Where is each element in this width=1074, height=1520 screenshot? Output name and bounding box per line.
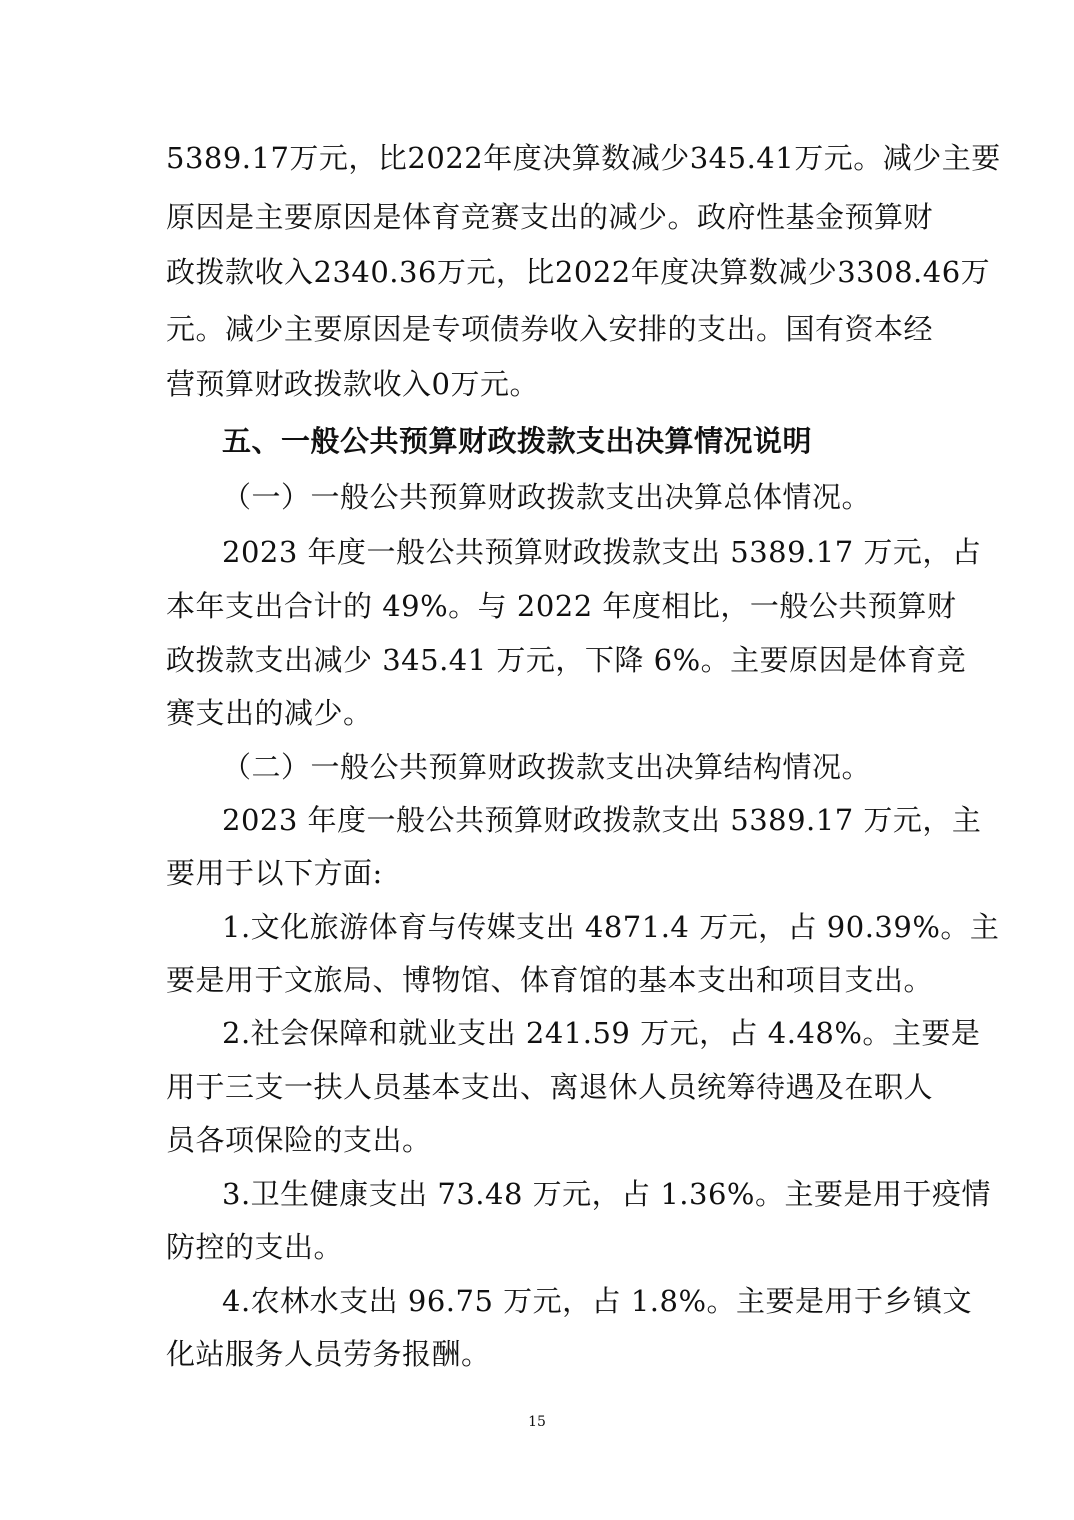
- list-item-line: 用于三支一扶人员基本支出、离退休人员统筹待遇及在职人: [166, 1070, 934, 1104]
- body-text-line: 2023 年度一般公共预算财政拨款支出 5389.17 万元，占: [222, 535, 982, 569]
- list-item-line: 4.农林水支出 96.75 万元，占 1.8%。主要是用于乡镇文: [222, 1284, 973, 1318]
- subsection-heading: （一）一般公共预算财政拨款支出决算总体情况。: [222, 480, 872, 514]
- body-text-line: 政拨款收入2340.36万元，比2022年度决算数减少3308.46万: [166, 255, 991, 289]
- list-item-line: 化站服务人员劳务报酬。: [166, 1337, 491, 1371]
- section-heading: 五、一般公共预算财政拨款支出决算情况说明: [222, 424, 813, 458]
- body-text-line: 2023 年度一般公共预算财政拨款支出 5389.17 万元，主: [222, 803, 982, 837]
- body-text-line: 政拨款支出减少 345.41 万元，下降 6%。主要原因是体育竞: [166, 643, 967, 677]
- body-text-line: 赛支出的减少。: [166, 696, 373, 730]
- body-text-line: 营预算财政拨款收入0万元。: [166, 367, 539, 401]
- body-text-line: 元。减少主要原因是专项债券收入安排的支出。国有资本经: [166, 312, 934, 346]
- list-item-line: 1.文化旅游体育与传媒支出 4871.4 万元，占 90.39%。主: [222, 910, 1000, 944]
- page-number: 15: [528, 1414, 546, 1430]
- list-item-line: 3.卫生健康支出 73.48 万元，占 1.36%。主要是用于疫情: [222, 1177, 991, 1211]
- body-text-line: 本年支出合计的 49%。与 2022 年度相比，一般公共预算财: [166, 589, 957, 623]
- body-text-line: 要用于以下方面:: [166, 856, 383, 890]
- subsection-heading: （二）一般公共预算财政拨款支出决算结构情况。: [222, 750, 872, 784]
- body-text-line: 原因是主要原因是体育竞赛支出的减少。政府性基金预算财: [166, 200, 934, 234]
- list-item-line: 员各项保险的支出。: [166, 1123, 432, 1157]
- body-text-line: 5389.17万元，比2022年度决算数减少345.41万元。减少主要: [166, 141, 1001, 175]
- list-item-line: 2.社会保障和就业支出 241.59 万元，占 4.48%。主要是: [222, 1016, 981, 1050]
- list-item-line: 要是用于文旅局、博物馆、体育馆的基本支出和项目支出。: [166, 963, 934, 997]
- list-item-line: 防控的支出。: [166, 1230, 344, 1264]
